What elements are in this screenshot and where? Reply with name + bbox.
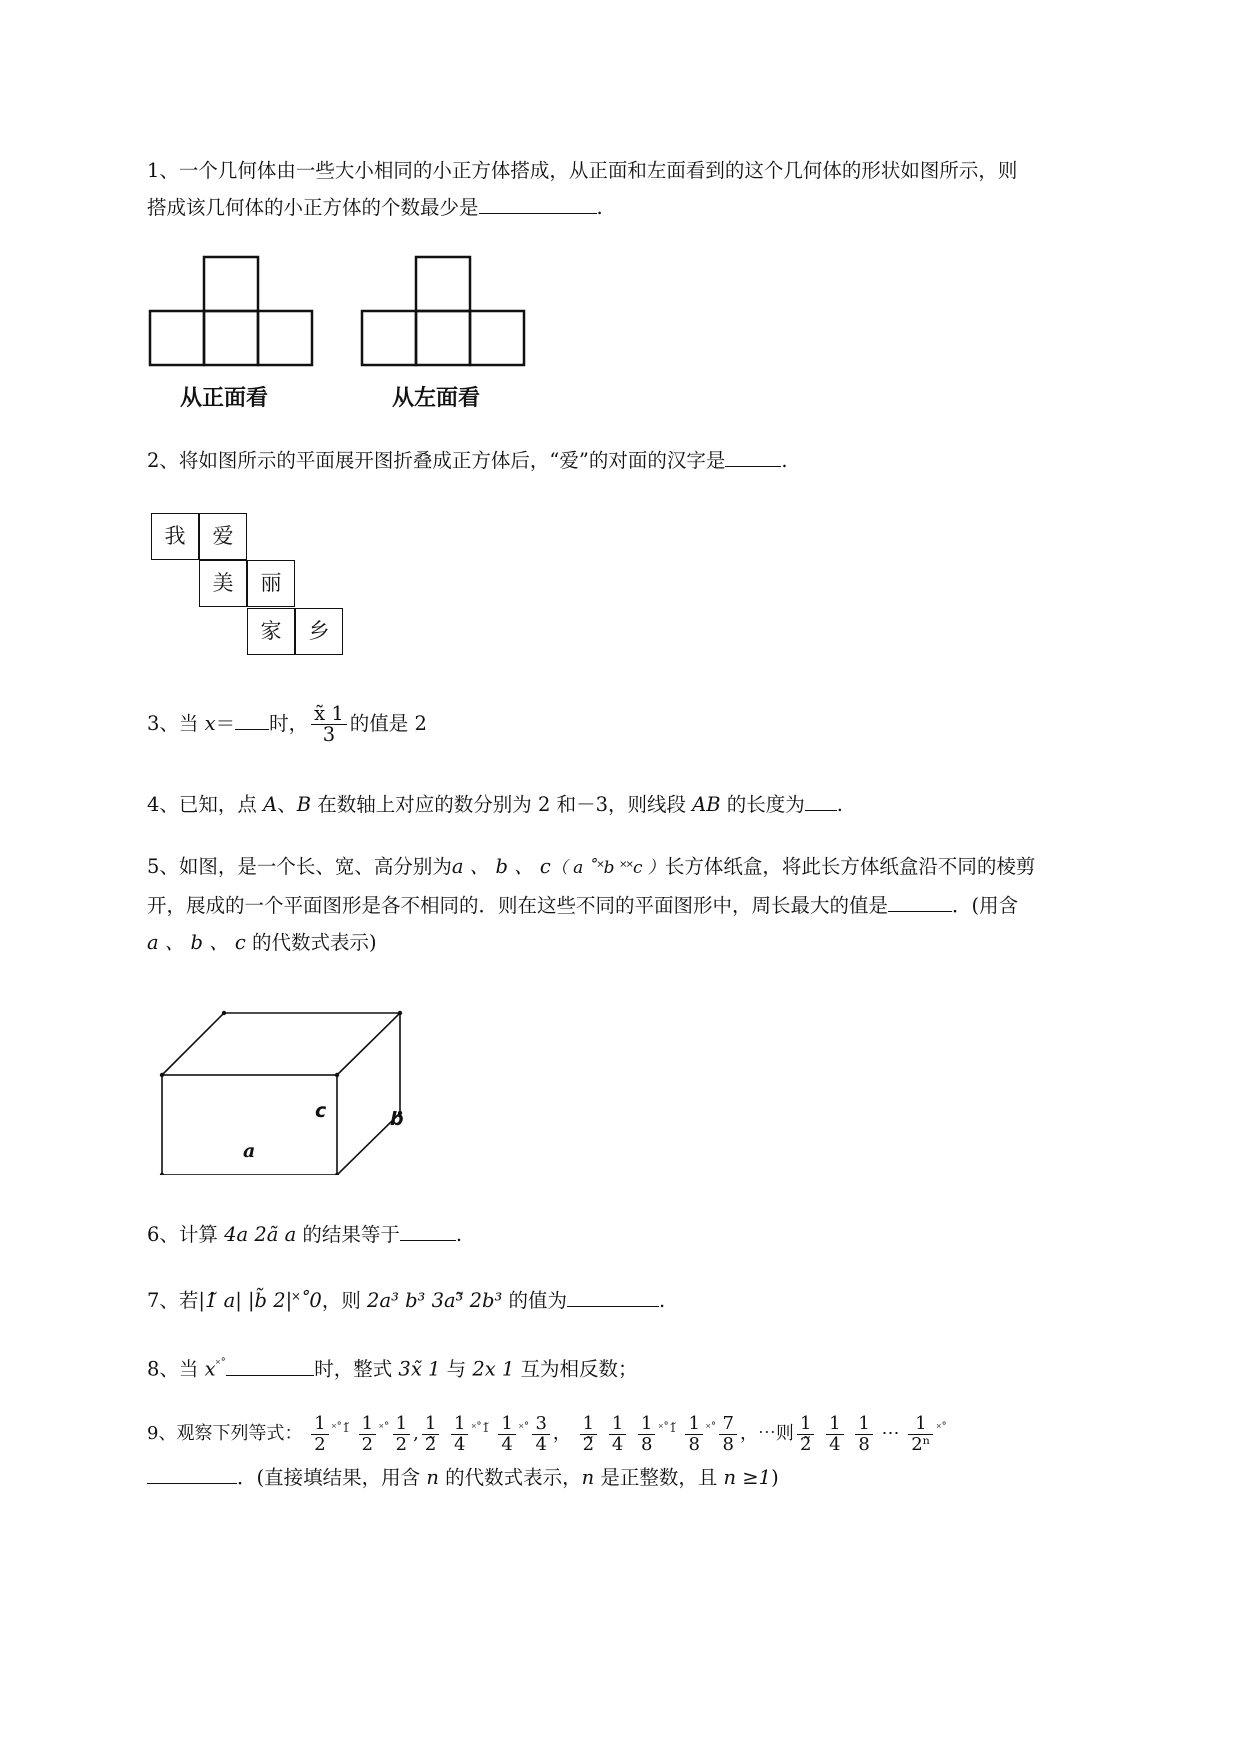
q4-end: . [836,793,843,816]
q9-frac-12 [719,1414,736,1455]
question-6 [147,1216,1159,1253]
q9-sym-2: ˟˚ [379,1421,390,1435]
q9-condition: n ≥1 [723,1465,772,1489]
q8-equals-symbol: ˟˚ [215,1357,227,1371]
q8-expression-1: 3x̃ 1 [398,1357,441,1381]
q9-frac-3 [393,1414,410,1455]
q5-line3 [147,924,1159,961]
q9-frac-6-num: 1 [498,1414,515,1435]
net-cell-3: 美 [199,560,247,607]
q5-line2-post: ．(用含 [952,894,1019,917]
q5-line1-pre: 5、如图，是一个长、宽、高分别为 [147,855,452,878]
q2-text: 2、将如图所示的平面展开图折叠成正方体后，“爱”的对面的汉字是 [147,449,726,472]
q5-line1-vars: a 、 b 、 c [451,855,551,878]
q9-n-1: n [426,1465,439,1489]
q9-pre: 9、观察下列等式： [147,1423,303,1444]
q9-frac-10 [638,1414,655,1455]
q9-frac-4-den: 2̃ [424,1433,437,1455]
q7-post: 的值为 [502,1289,568,1312]
q1-left-view-figure [360,255,530,415]
q9-sym-7: ˟˚ [936,1421,948,1435]
q9-then: ，⋯则 [739,1423,794,1444]
q9-frac-9-den: 4 [611,1433,624,1455]
q9-frac-13 [797,1414,814,1455]
question-8 [147,1346,1159,1388]
q9-line2 [147,1459,1159,1496]
net-cell-2: 爱 [199,513,247,560]
q9-frac-11 [685,1414,702,1455]
q1-line2 [147,189,1159,226]
q5-condition: （ a ˚˟b ˟˟c ） [550,858,665,878]
net-cell-6: 乡 [295,608,343,655]
q6-answer-blank[interactable] [400,1220,456,1241]
q4-post: 的长度为 [720,793,805,816]
q9-frac-5 [451,1414,468,1455]
net-cell-5: 家 [247,608,295,655]
q9-frac-3-num: 1 [393,1414,410,1435]
q9-frac-16-num: 1 [908,1414,933,1435]
q6-expression: 4a 2ã a [224,1223,297,1246]
q9-frac-16-den: 2ⁿ [911,1433,931,1455]
q9-frac-2-num: 1 [359,1414,376,1435]
q5-label-c: c [315,1100,327,1122]
q9-frac-3-den: 2 [395,1433,408,1455]
q1-text: 搭成该几何体的小正方体的个数最少是 [147,196,479,219]
q8-pre: 8、当 [147,1357,205,1381]
q9-line2-post: ．(直接填结果，用含 [237,1465,427,1489]
q1-answer-blank[interactable] [479,193,597,214]
q5-line2-pre: 开，展成的一个平面图形是各不相同的．则在这些不同的平面图形中，周长最大的值是 [147,894,889,917]
q9-frac-2-den: 2 [361,1433,374,1455]
q9-line1 [147,1410,1159,1455]
q7-answer-blank[interactable] [567,1286,659,1307]
q9-frac-4 [422,1414,439,1455]
question-7 [147,1282,1159,1319]
q9-frac-5-num: 1 [451,1414,468,1435]
question-9 [147,1410,1159,1496]
q7-end: . [659,1289,666,1312]
q8-with: 与 [440,1357,473,1381]
q9-answer-blank[interactable] [147,1463,237,1484]
q9-frac-14-num: 1 [826,1414,843,1435]
q4-segment: AB [692,793,721,816]
q9-sym-6: ˟˚ [705,1421,717,1435]
q4-answer-blank[interactable] [805,790,837,811]
q9-frac-9 [609,1414,626,1455]
q4-sep: 、 [277,793,297,816]
question-4 [147,786,1159,823]
q1-caption-left: 从左面看 [392,386,481,411]
net-cell-4: 丽 [247,560,295,607]
q9-frac-11-num: 1 [685,1414,702,1435]
q5-answer-blank[interactable] [888,891,952,912]
q8-var: x [204,1357,216,1381]
q3-post: 的值是 2 [349,712,427,735]
net-cell-1: 我 [151,513,199,560]
q5-line3-vars: a 、 b 、 c [147,931,246,954]
q5-line1 [147,848,1159,887]
q9-frac-13-den: 2̃ [799,1433,812,1455]
q9-line2-mid2: 是正整数，且 [594,1465,724,1489]
q9-comma-2: ， [552,1423,571,1444]
q1-caption-front: 从正面看 [180,386,269,411]
q9-frac-7-den: 4 [535,1433,547,1455]
q9-frac-16 [908,1414,933,1455]
q9-frac-12-num: 7 [719,1414,736,1435]
q3-pre: 3、当 [147,712,205,735]
q1-line1: 1、一个几何体由一些大小相同的小正方体搭成，从正面和左面看到的这个几何体的形状如图所示，则 [147,159,1018,182]
q9-frac-12-den: 8 [722,1433,734,1455]
q8-expression-2: 2x 1 [472,1357,515,1381]
q5-line2 [147,887,1159,924]
q4-mid: 在数轴上对应的数分别为 2 和－3，则线段 [311,793,693,816]
q9-dots: ⋯ [881,1423,900,1444]
q9-frac-14 [826,1414,843,1455]
q3-eq: ＝ [215,712,236,735]
q2-end: . [781,449,788,472]
q3-numerator: x̃ 1 [311,704,347,725]
q9-frac-11-den: 8 [688,1433,700,1455]
q8-mid: 时，整式 [314,1357,399,1381]
q9-comma-1: , [413,1423,419,1444]
q9-frac-9-num: 1 [609,1414,626,1435]
q9-frac-8-den: 2̃ [582,1433,595,1455]
q4-pre: 4、已知，点 [147,793,264,816]
q1-front-view-figure [148,255,318,415]
q9-frac-14-den: 4 [829,1433,841,1455]
q5-label-b: b [390,1108,404,1130]
q9-frac-15-num: 1 [855,1414,872,1435]
q9-frac-7 [532,1414,549,1455]
q9-frac-6 [498,1414,515,1455]
q5-box-figure [150,1005,430,1175]
question-5 [147,848,1159,961]
q9-frac-13-num: 1 [797,1414,814,1435]
q8-post: 互为相反数； [514,1357,638,1381]
q5-line1-post: 长方体纸盒，将此长方体纸盒沿不同的棱剪 [664,855,1036,878]
q5-line3-post: 的代数式表示) [245,931,377,954]
q6-post: 的结果等于 [296,1223,400,1246]
q9-frac-5-den: 4 [454,1433,466,1455]
q9-frac-8 [580,1414,597,1455]
q9-frac-10-num: 1 [638,1414,655,1435]
q5-label-a: a [243,1140,256,1162]
q9-frac-1-num: 1 [311,1414,328,1435]
q9-frac-6-den: 4 [501,1433,513,1455]
q3-var: x [204,712,216,735]
q9-frac-1 [311,1414,328,1455]
q7-pre: 7、若 [147,1289,199,1312]
q9-n-2: n [581,1465,595,1489]
q9-frac-7-num: 3 [532,1414,549,1435]
q9-frac-15-den: 8 [858,1433,870,1455]
q3-fraction [311,704,347,745]
q6-end: . [455,1223,463,1246]
q9-frac-8-num: 1 [580,1414,597,1435]
q4-point-a: A [263,793,278,816]
q3-answer-blank[interactable] [235,709,269,730]
q9-frac-1-den: 2 [314,1433,326,1455]
q1-end: . [596,196,603,219]
q8-answer-blank[interactable] [226,1355,314,1376]
q9-frac-10-den: 8 [641,1433,653,1455]
q9-line2-mid: 的代数式表示， [438,1465,582,1489]
q9-frac-4-num: 1 [422,1414,439,1435]
q9-line2-end: ) [771,1465,779,1489]
q9-frac-2 [359,1414,376,1455]
q6-pre: 6、计算 [147,1223,225,1246]
q3-denominator: 3 [322,723,336,746]
q3-mid: 时， [269,712,309,735]
q4-point-b: B [296,793,312,816]
q9-frac-15 [855,1414,872,1455]
q9-sym-5: ˟˚1̃ [658,1421,677,1435]
question-3 [147,704,1159,745]
q7-condition: |1̃ a| |b̃ 2|˟˚0 [198,1289,322,1312]
question-2 [147,442,1159,479]
q9-sym-3: ˟˚1̃ [471,1421,490,1435]
q7-mid: ，则 [321,1289,368,1312]
q7-expression: 2a³ b³ 3a³̃ 2b³ [367,1289,503,1312]
question-1 [147,152,1159,226]
q9-sym-1: ˟˚1̃ [331,1421,350,1435]
q2-answer-blank[interactable] [725,446,781,467]
q9-sym-4: ˟˚ [518,1421,530,1435]
